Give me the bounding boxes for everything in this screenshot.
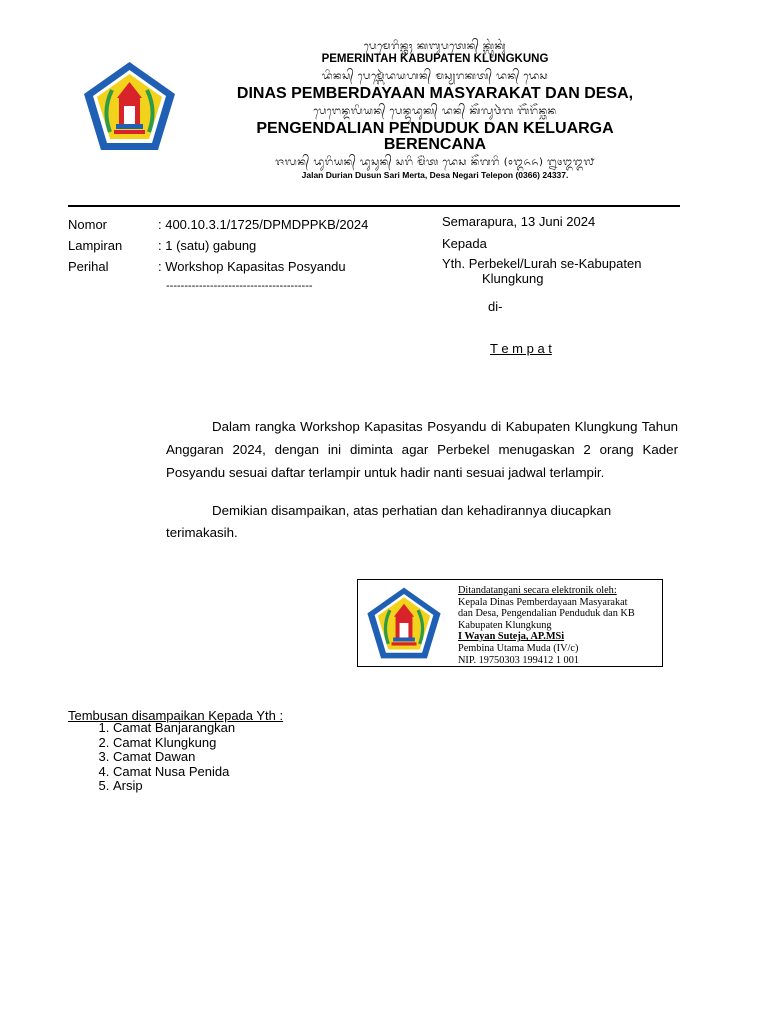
tembusan-list: [73, 721, 235, 794]
agency-name-line-2: PENGENDALIAN PENDUDUK DAN KELUARGA: [256, 120, 614, 137]
balinese-script-address: ᬚᬮᬦ᭄ ᬤᬸᬭᬶᬬᬦ᭄ ᬤᬸᬲᬸᬦ᭄ ᬲᬭᬶ ᬫᭂᬃᬢ ᬤᬾᬲ ᬦᭂᬕᬭᬶ (᭐᭓᭖᭖) ᭒᭔᭓᭓᭗: [275, 157, 595, 168]
agency-name-line-1: DINAS PEMBERDAYAAN MASYARAKAT DAN DESA,: [236, 85, 634, 102]
electronic-signature-box: [357, 579, 663, 667]
recipient-line-1: Yth. Perbekel/Lurah se-Kabupaten: [442, 256, 642, 271]
list-item: 5. Arsip: [113, 779, 235, 794]
signatory-position: Kabupaten Klungkung: [458, 619, 552, 631]
signatory-nip: NIP. 19750303 199412 1 001: [458, 654, 579, 666]
body-paragraph-2-end: terimakasih.: [166, 525, 238, 540]
signed-electronically-note: Ditandatangani secara elektronik oleh:: [458, 585, 617, 596]
signatory-name: I Wayan Suteja, AP.MSi: [458, 631, 565, 643]
list-item: 2. Camat Klungkung: [113, 736, 235, 751]
signatory-position: Kepala Dinas Pemberdayaan Masyarakat: [458, 596, 628, 608]
lampiran-value: : 1 (satu) gabung: [158, 238, 257, 253]
body-paragraph-1: Dalam rangka Workshop Kapasitas Posyandu di Kabupaten Klungkung Tahun Anggaran 2024, dengan ini diminta agar Perbekel menugaskan 2 orang Kader Posyandu sesuai daftar terlampir untuk hadir nanti sesuai jadwal terlampir.: [166, 419, 678, 480]
klungkung-emblem-logo: [82, 60, 177, 152]
letterhead-divider: [68, 205, 680, 207]
agency-name-line-3: BERENCANA: [383, 136, 487, 153]
tempat-label: T e m p a t: [490, 341, 552, 356]
balinese-script-line: ᬧᬾᬗᬾᬦ᭄ᬤᬮᬶᬬᬦ᭄ ᬧᬾᬦ᭄ᬤᬸᬤᬸᬓ᭄ ᬤᬦ᭄ ᬓᭂᬮᬸᬯᬃᬕ ᬩᭂᬭᭂᬦ᭄ᬘᬦ: [313, 106, 557, 117]
lampiran-label: Lampiran: [68, 238, 123, 253]
klungkung-emblem-logo: [364, 586, 444, 660]
body-paragraph-2: Demikian disampaikan, atas perhatian dan kehadirannya diucapkan: [212, 503, 612, 518]
perihal-label: Perihal: [68, 259, 109, 274]
nomor-label: Nomor: [68, 217, 108, 232]
perihal-value: : Workshop Kapasitas Posyandu: [158, 259, 346, 274]
government-name: PEMERINTAH KABUPATEN KLUNGKUNG: [321, 53, 549, 65]
di-label: di-: [488, 299, 503, 314]
signatory-rank: Pembina Utama Muda (IV/c): [458, 642, 579, 654]
dashed-separator: ----------------------------------------: [166, 280, 313, 292]
balinese-script-line: ᬧᬾᬫᬾᬭᬶᬦ᭄ᬢᬄ ᬓᬩᬸᬧᬢᬾᬦ᭄ ᬓ᭄ᬮᬸᬂᬓᬸᬂ: [363, 41, 507, 52]
place-date: Semarapura, 13 Juni 2024: [442, 214, 596, 229]
list-item: 1. Camat Banjarangkan: [113, 721, 235, 736]
list-item: 3. Camat Dawan: [113, 750, 235, 765]
tembusan-heading: Tembusan disampaikan Kepada Yth :: [68, 708, 284, 723]
office-address: Jalan Durian Dusun Sari Merta, Desa Negari Telepon (0366) 24337.: [301, 170, 569, 180]
nomor-value: : 400.10.3.1/1725/DPMDPPKB/2024: [158, 217, 369, 232]
list-item: 4. Camat Nusa Penida: [113, 765, 235, 780]
recipient-line-2: Klungkung: [482, 271, 544, 286]
balinese-script-line: ᬤᬶᬦᬲ᭄ ᬧᬾᬫ᭄ᬩᬾᬃᬤᬬᬳᬦ᭄ ᬫᬲ᭄ᬬᬭᬓᬢ᭄ ᬤᬦ᭄ ᬤᬾᬲ: [321, 71, 549, 82]
signatory-position: dan Desa, Pengendalian Penduduk dan KB: [458, 608, 635, 620]
kepada-label: Kepada: [442, 236, 487, 251]
